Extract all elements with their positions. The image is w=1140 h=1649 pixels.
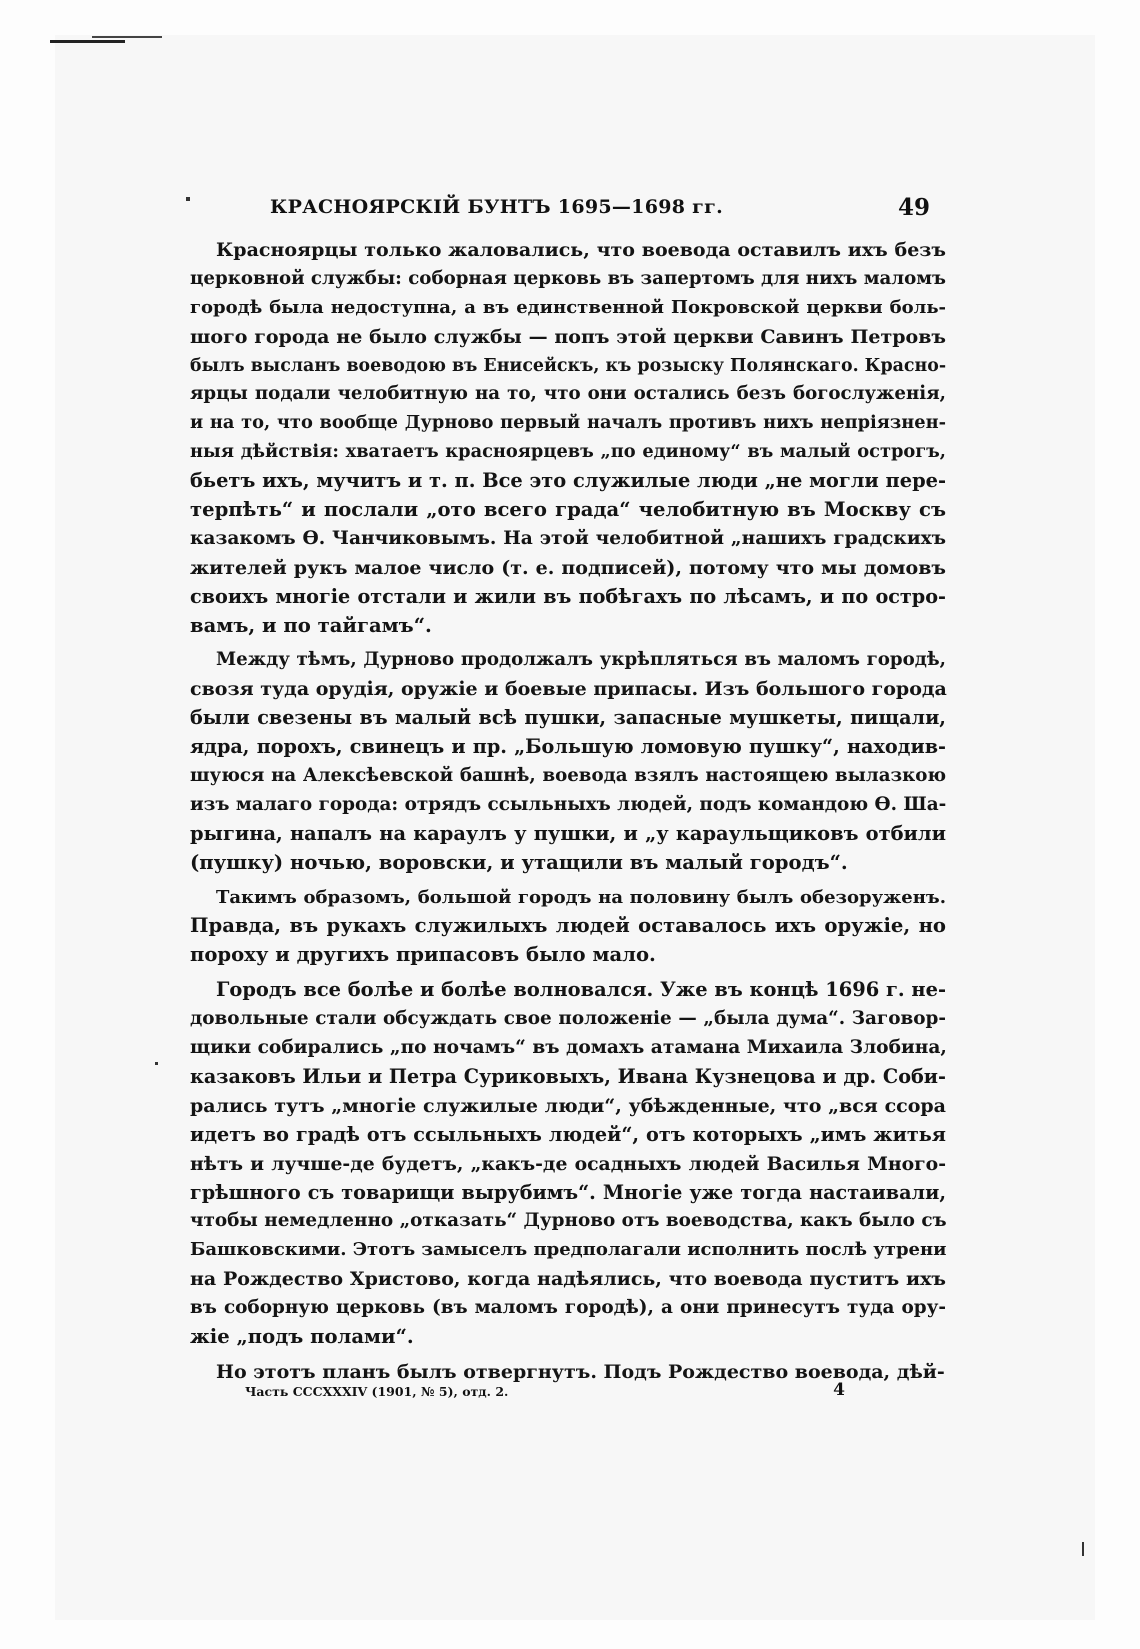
text-line: чтобы немедленно „отказать“ Дурново отъ воеводства, какъ было съ (190, 1210, 947, 1232)
text-line: Городъ все болѣе и болѣе волновался. Уже въ концѣ 1696 г. не- (216, 978, 946, 1002)
running-header (270, 194, 930, 228)
text-line: городѣ была недоступна, а въ единственной Покровской церкви боль- (190, 296, 946, 318)
text-line: довольные стали обсуждать свое положеніе — „была дума“. Заговор- (190, 1008, 946, 1030)
text-line: щики собирались „по ночамъ“ въ домахъ атамана Михаила Злобина, (190, 1037, 947, 1059)
text-line: и на то, что вообще Дурново первый началъ противъ нихъ непріязнен- (190, 412, 946, 434)
text-line: шого города не было службы — попъ этой церкви Савинъ Петровъ (190, 325, 946, 348)
text-line: (пушку) ночью, воровски, и утащили въ малый городъ“. (190, 850, 848, 874)
text-line: рались тутъ „многіе служилые люди“, убѣжденные, что „вся ссора (190, 1094, 946, 1117)
paragraph (190, 646, 946, 877)
running-title: КРАСНОЯРСКІЙ БУНТЪ 1695—1698 гг. (270, 196, 723, 218)
text-line: ярцы подали челобитную на то, что они остались безъ богослуженія, (190, 383, 946, 405)
text-line: былъ высланъ воеводою въ Енисейскъ, къ розыску Полянскаго. Красно- (190, 355, 947, 376)
paragraph (190, 976, 946, 1352)
text-line: жіе „подъ полами“. (190, 1324, 414, 1348)
text-line: свозя туда орудія, оружіе и боевые припасы. Изъ большого города (190, 678, 947, 701)
text-line: ядра, порохъ, свинецъ и пр. „Большую ломовую пушку“, находив- (190, 735, 946, 759)
text-line: казаковъ Ильи и Петра Суриковыхъ, Ивана Кузнецова и др. Соби- (190, 1064, 946, 1088)
text-line: своихъ многіе отстали и жили въ побѣгахъ по лѣсамъ, и по остро- (190, 584, 946, 608)
page-number: 49 (897, 194, 930, 221)
text-line: были свезены въ малый всѣ пушки, запасные мушкеты, пищали, (190, 706, 946, 730)
text-line: рыгина, напалъ на караулъ у пушки, и „у караульщиковъ отбили (190, 821, 946, 845)
text-line: казакомъ Ѳ. Чанчиковымъ. На этой челобитной „нашихъ градскихъ (190, 527, 946, 549)
text-line: шуюся на Алексѣевской башнѣ, воевода взялъ настоящею вылазкою (190, 765, 946, 787)
text-line: на Рождество Христово, когда надѣялись, что воевода пуститъ ихъ (190, 1268, 946, 1291)
text-line: пороху и другихъ припасовъ было мало. (190, 943, 656, 967)
sheet-number: 4 (833, 1380, 845, 1400)
text-line: Но этотъ планъ былъ отвергнутъ. Подъ Рождество воевода, дѣй- (216, 1360, 945, 1383)
text-line: ныя дѣйствія: хватаетъ красноярцевъ „по единому“ въ малый острогъ, (190, 441, 946, 463)
text-line: идетъ во градѣ отъ ссыльныхъ людей“, отъ которыхъ „имъ житья (190, 1122, 946, 1146)
page-footer (245, 1380, 845, 1404)
printer-signature: Часть CCCXXXIV (1901, № 5), отд. 2. (245, 1384, 509, 1399)
stray-mark-right (1082, 1542, 1084, 1556)
text-line: въ соборную церковь (въ маломъ городѣ), а они принесутъ туда ору- (190, 1297, 946, 1319)
text-line: жителей рукъ малое число (т. е. подписей), потому что мы домовъ (190, 556, 946, 579)
scan-edge-mark-secondary (92, 36, 162, 38)
stray-mark-left (155, 1062, 158, 1065)
text-line: нѣтъ и лучше-де будетъ, „какъ-де осадныхъ людей Василья Много- (190, 1152, 946, 1175)
text-line: грѣшного съ товарищи вырубимъ“. Многіе уже тогда настаивали, (190, 1180, 946, 1204)
text-line: изъ малаго города: отрядъ ссыльныхъ людей, подъ командою Ѳ. Ша- (190, 793, 947, 815)
text-line: терпѣть“ и послали „ото всего града“ челобитную въ Москву съ (190, 498, 946, 522)
text-line: церковной службы: соборная церковь въ запертомъ для нихъ маломъ (190, 267, 946, 289)
text-line: Правда, въ рукахъ служилыхъ людей оставалось ихъ оружіе, но (190, 914, 946, 938)
stray-mark-top (186, 197, 190, 201)
text-line: бьетъ ихъ, мучитъ и т. п. Все это служилые люди „не могли пере- (190, 469, 947, 493)
body-text (190, 236, 946, 1387)
paragraph (190, 884, 946, 971)
text-line: Башковскими. Этотъ замыселъ предполагали исполнить послѣ утрени (190, 1239, 947, 1261)
paragraph (190, 236, 946, 640)
text-line: Между тѣмъ, Дурново продолжалъ укрѣпляться въ маломъ городѣ, (216, 649, 946, 671)
scan-edge-mark (50, 40, 125, 43)
text-line: Такимъ образомъ, большой городъ на половину былъ обезоруженъ. (216, 886, 946, 908)
text-line: вамъ, и по тайгамъ“. (190, 613, 432, 637)
text-line: Красноярцы только жаловались, что воевода оставилъ ихъ безъ (216, 239, 946, 261)
